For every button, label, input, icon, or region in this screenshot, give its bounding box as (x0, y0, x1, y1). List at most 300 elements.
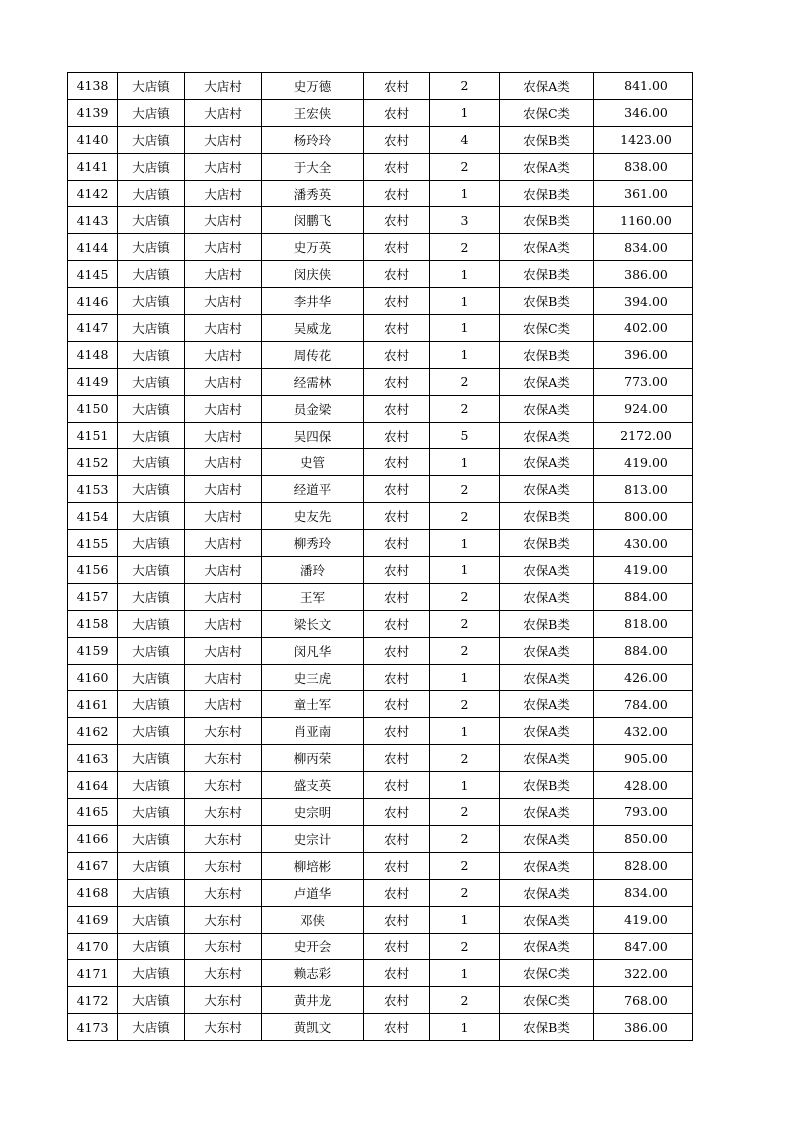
category-cell: 农保A类 (500, 745, 594, 772)
village-cell: 大店村 (185, 637, 262, 664)
row-number-cell: 4167 (68, 852, 118, 879)
town-cell: 大店镇 (118, 288, 185, 315)
person-name-cell: 员金梁 (262, 395, 364, 422)
person-name-cell: 史开会 (262, 933, 364, 960)
village-cell: 大店村 (185, 99, 262, 126)
household-type-cell: 农村 (364, 691, 430, 718)
amount-cell: 884.00 (594, 583, 693, 610)
member-count-cell: 2 (430, 583, 500, 610)
amount-cell: 905.00 (594, 745, 693, 772)
table-row (68, 1014, 693, 1041)
town-cell: 大店镇 (118, 1014, 185, 1041)
town-cell: 大店镇 (118, 207, 185, 234)
town-cell: 大店镇 (118, 557, 185, 584)
category-cell: 农保A类 (500, 73, 594, 100)
table-row (68, 315, 693, 342)
member-count-cell: 2 (430, 503, 500, 530)
town-cell: 大店镇 (118, 825, 185, 852)
category-cell: 农保A类 (500, 449, 594, 476)
household-type-cell: 农村 (364, 664, 430, 691)
household-type-cell: 农村 (364, 718, 430, 745)
household-type-cell: 农村 (364, 960, 430, 987)
table-row (68, 99, 693, 126)
person-name-cell: 闵庆侠 (262, 261, 364, 288)
member-count-cell: 5 (430, 422, 500, 449)
table-row (68, 879, 693, 906)
amount-cell: 428.00 (594, 772, 693, 799)
amount-cell: 784.00 (594, 691, 693, 718)
amount-cell: 828.00 (594, 852, 693, 879)
town-cell: 大店镇 (118, 799, 185, 826)
person-name-cell: 黄凯文 (262, 1014, 364, 1041)
household-type-cell: 农村 (364, 987, 430, 1014)
household-type-cell: 农村 (364, 1014, 430, 1041)
table-row (68, 933, 693, 960)
table-row (68, 503, 693, 530)
household-type-cell: 农村 (364, 906, 430, 933)
household-type-cell: 农村 (364, 368, 430, 395)
village-cell: 大东村 (185, 879, 262, 906)
amount-cell: 386.00 (594, 261, 693, 288)
village-cell: 大店村 (185, 207, 262, 234)
row-number-cell: 4153 (68, 476, 118, 503)
category-cell: 农保A类 (500, 368, 594, 395)
member-count-cell: 2 (430, 852, 500, 879)
household-type-cell: 农村 (364, 557, 430, 584)
amount-cell: 2172.00 (594, 422, 693, 449)
member-count-cell: 1 (430, 557, 500, 584)
household-type-cell: 农村 (364, 73, 430, 100)
person-name-cell: 史三虎 (262, 664, 364, 691)
category-cell: 农保B类 (500, 610, 594, 637)
household-type-cell: 农村 (364, 180, 430, 207)
household-type-cell: 农村 (364, 772, 430, 799)
member-count-cell: 2 (430, 476, 500, 503)
person-name-cell: 吴威龙 (262, 315, 364, 342)
category-cell: 农保B类 (500, 772, 594, 799)
town-cell: 大店镇 (118, 422, 185, 449)
row-number-cell: 4161 (68, 691, 118, 718)
village-cell: 大店村 (185, 261, 262, 288)
town-cell: 大店镇 (118, 960, 185, 987)
person-name-cell: 梁长文 (262, 610, 364, 637)
row-number-cell: 4139 (68, 99, 118, 126)
row-number-cell: 4160 (68, 664, 118, 691)
person-name-cell: 杨玲玲 (262, 126, 364, 153)
amount-cell: 841.00 (594, 73, 693, 100)
table-row (68, 691, 693, 718)
household-type-cell: 农村 (364, 503, 430, 530)
table-row (68, 906, 693, 933)
table-row (68, 153, 693, 180)
table-row (68, 583, 693, 610)
town-cell: 大店镇 (118, 315, 185, 342)
town-cell: 大店镇 (118, 341, 185, 368)
table-row (68, 664, 693, 691)
member-count-cell: 1 (430, 261, 500, 288)
village-cell: 大店村 (185, 557, 262, 584)
household-type-cell: 农村 (364, 422, 430, 449)
row-number-cell: 4168 (68, 879, 118, 906)
table-body (68, 73, 693, 1041)
household-type-cell: 农村 (364, 261, 430, 288)
table-row (68, 368, 693, 395)
member-count-cell: 2 (430, 987, 500, 1014)
household-type-cell: 农村 (364, 610, 430, 637)
person-name-cell: 肖亚南 (262, 718, 364, 745)
household-type-cell: 农村 (364, 799, 430, 826)
category-cell: 农保A类 (500, 395, 594, 422)
person-name-cell: 王宏侠 (262, 99, 364, 126)
category-cell: 农保C类 (500, 987, 594, 1014)
table-row (68, 610, 693, 637)
person-name-cell: 吴四保 (262, 422, 364, 449)
town-cell: 大店镇 (118, 852, 185, 879)
row-number-cell: 4165 (68, 799, 118, 826)
village-cell: 大东村 (185, 960, 262, 987)
household-type-cell: 农村 (364, 126, 430, 153)
data-table (67, 72, 693, 1041)
village-cell: 大店村 (185, 315, 262, 342)
member-count-cell: 1 (430, 180, 500, 207)
village-cell: 大店村 (185, 180, 262, 207)
person-name-cell: 赖志彩 (262, 960, 364, 987)
person-name-cell: 史万英 (262, 234, 364, 261)
household-type-cell: 农村 (364, 583, 430, 610)
person-name-cell: 闵凡华 (262, 637, 364, 664)
table-row (68, 395, 693, 422)
town-cell: 大店镇 (118, 449, 185, 476)
row-number-cell: 4145 (68, 261, 118, 288)
village-cell: 大店村 (185, 368, 262, 395)
person-name-cell: 柳丙荣 (262, 745, 364, 772)
category-cell: 农保B类 (500, 207, 594, 234)
amount-cell: 361.00 (594, 180, 693, 207)
row-number-cell: 4147 (68, 315, 118, 342)
village-cell: 大店村 (185, 530, 262, 557)
town-cell: 大店镇 (118, 906, 185, 933)
row-number-cell: 4158 (68, 610, 118, 637)
village-cell: 大店村 (185, 583, 262, 610)
table-row (68, 772, 693, 799)
household-type-cell: 农村 (364, 99, 430, 126)
row-number-cell: 4169 (68, 906, 118, 933)
member-count-cell: 2 (430, 691, 500, 718)
amount-cell: 818.00 (594, 610, 693, 637)
town-cell: 大店镇 (118, 987, 185, 1014)
town-cell: 大店镇 (118, 476, 185, 503)
category-cell: 农保A类 (500, 583, 594, 610)
household-type-cell: 农村 (364, 852, 430, 879)
town-cell: 大店镇 (118, 879, 185, 906)
category-cell: 农保B类 (500, 126, 594, 153)
category-cell: 农保B类 (500, 1014, 594, 1041)
category-cell: 农保B类 (500, 341, 594, 368)
person-name-cell: 盛支英 (262, 772, 364, 799)
village-cell: 大店村 (185, 73, 262, 100)
row-number-cell: 4141 (68, 153, 118, 180)
table-row (68, 341, 693, 368)
row-number-cell: 4150 (68, 395, 118, 422)
table-row (68, 530, 693, 557)
row-number-cell: 4163 (68, 745, 118, 772)
town-cell: 大店镇 (118, 503, 185, 530)
amount-cell: 838.00 (594, 153, 693, 180)
category-cell: 农保A类 (500, 852, 594, 879)
row-number-cell: 4142 (68, 180, 118, 207)
town-cell: 大店镇 (118, 772, 185, 799)
household-type-cell: 农村 (364, 825, 430, 852)
household-type-cell: 农村 (364, 153, 430, 180)
category-cell: 农保A类 (500, 799, 594, 826)
category-cell: 农保B类 (500, 180, 594, 207)
table-row (68, 288, 693, 315)
member-count-cell: 2 (430, 368, 500, 395)
town-cell: 大店镇 (118, 583, 185, 610)
row-number-cell: 4149 (68, 368, 118, 395)
table-row (68, 180, 693, 207)
row-number-cell: 4170 (68, 933, 118, 960)
member-count-cell: 1 (430, 718, 500, 745)
row-number-cell: 4138 (68, 73, 118, 100)
amount-cell: 850.00 (594, 825, 693, 852)
person-name-cell: 潘秀英 (262, 180, 364, 207)
table-row (68, 73, 693, 100)
member-count-cell: 1 (430, 772, 500, 799)
household-type-cell: 农村 (364, 395, 430, 422)
table-row (68, 718, 693, 745)
row-number-cell: 4143 (68, 207, 118, 234)
amount-cell: 346.00 (594, 99, 693, 126)
town-cell: 大店镇 (118, 73, 185, 100)
member-count-cell: 3 (430, 207, 500, 234)
town-cell: 大店镇 (118, 234, 185, 261)
amount-cell: 386.00 (594, 1014, 693, 1041)
village-cell: 大店村 (185, 422, 262, 449)
table-row (68, 234, 693, 261)
village-cell: 大东村 (185, 745, 262, 772)
amount-cell: 924.00 (594, 395, 693, 422)
person-name-cell: 史万德 (262, 73, 364, 100)
person-name-cell: 黄井龙 (262, 987, 364, 1014)
village-cell: 大东村 (185, 987, 262, 1014)
person-name-cell: 童士军 (262, 691, 364, 718)
village-cell: 大店村 (185, 610, 262, 637)
town-cell: 大店镇 (118, 664, 185, 691)
amount-cell: 1160.00 (594, 207, 693, 234)
member-count-cell: 2 (430, 933, 500, 960)
row-number-cell: 4144 (68, 234, 118, 261)
amount-cell: 322.00 (594, 960, 693, 987)
household-type-cell: 农村 (364, 234, 430, 261)
category-cell: 农保A类 (500, 691, 594, 718)
town-cell: 大店镇 (118, 530, 185, 557)
category-cell: 农保A类 (500, 879, 594, 906)
row-number-cell: 4152 (68, 449, 118, 476)
amount-cell: 419.00 (594, 449, 693, 476)
category-cell: 农保A类 (500, 557, 594, 584)
amount-cell: 768.00 (594, 987, 693, 1014)
row-number-cell: 4148 (68, 341, 118, 368)
member-count-cell: 1 (430, 449, 500, 476)
amount-cell: 813.00 (594, 476, 693, 503)
row-number-cell: 4154 (68, 503, 118, 530)
village-cell: 大店村 (185, 126, 262, 153)
person-name-cell: 周传花 (262, 341, 364, 368)
member-count-cell: 2 (430, 610, 500, 637)
household-type-cell: 农村 (364, 449, 430, 476)
member-count-cell: 1 (430, 341, 500, 368)
table-row (68, 476, 693, 503)
row-number-cell: 4166 (68, 825, 118, 852)
table-row (68, 207, 693, 234)
row-number-cell: 4140 (68, 126, 118, 153)
town-cell: 大店镇 (118, 637, 185, 664)
table-row (68, 825, 693, 852)
table-row (68, 799, 693, 826)
member-count-cell: 2 (430, 637, 500, 664)
village-cell: 大店村 (185, 288, 262, 315)
member-count-cell: 2 (430, 395, 500, 422)
town-cell: 大店镇 (118, 691, 185, 718)
village-cell: 大店村 (185, 476, 262, 503)
town-cell: 大店镇 (118, 180, 185, 207)
amount-cell: 426.00 (594, 664, 693, 691)
table-row (68, 987, 693, 1014)
member-count-cell: 2 (430, 234, 500, 261)
village-cell: 大店村 (185, 449, 262, 476)
table-row (68, 637, 693, 664)
member-count-cell: 4 (430, 126, 500, 153)
person-name-cell: 邓侠 (262, 906, 364, 933)
category-cell: 农保A类 (500, 825, 594, 852)
village-cell: 大东村 (185, 933, 262, 960)
amount-cell: 402.00 (594, 315, 693, 342)
household-type-cell: 农村 (364, 341, 430, 368)
row-number-cell: 4172 (68, 987, 118, 1014)
person-name-cell: 于大全 (262, 153, 364, 180)
amount-cell: 834.00 (594, 234, 693, 261)
person-name-cell: 史宗计 (262, 825, 364, 852)
category-cell: 农保C类 (500, 99, 594, 126)
person-name-cell: 潘玲 (262, 557, 364, 584)
category-cell: 农保A类 (500, 234, 594, 261)
row-number-cell: 4159 (68, 637, 118, 664)
town-cell: 大店镇 (118, 153, 185, 180)
row-number-cell: 4162 (68, 718, 118, 745)
household-type-cell: 农村 (364, 745, 430, 772)
village-cell: 大店村 (185, 395, 262, 422)
row-number-cell: 4151 (68, 422, 118, 449)
member-count-cell: 2 (430, 825, 500, 852)
person-name-cell: 李井华 (262, 288, 364, 315)
row-number-cell: 4173 (68, 1014, 118, 1041)
person-name-cell: 史友先 (262, 503, 364, 530)
town-cell: 大店镇 (118, 610, 185, 637)
category-cell: 农保B类 (500, 261, 594, 288)
amount-cell: 419.00 (594, 906, 693, 933)
category-cell: 农保A类 (500, 933, 594, 960)
row-number-cell: 4164 (68, 772, 118, 799)
village-cell: 大东村 (185, 1014, 262, 1041)
member-count-cell: 2 (430, 153, 500, 180)
category-cell: 农保A类 (500, 422, 594, 449)
town-cell: 大店镇 (118, 126, 185, 153)
category-cell: 农保B类 (500, 530, 594, 557)
table-row (68, 449, 693, 476)
category-cell: 农保A类 (500, 153, 594, 180)
row-number-cell: 4157 (68, 583, 118, 610)
table-row (68, 960, 693, 987)
amount-cell: 800.00 (594, 503, 693, 530)
category-cell: 农保B类 (500, 503, 594, 530)
amount-cell: 1423.00 (594, 126, 693, 153)
town-cell: 大店镇 (118, 368, 185, 395)
amount-cell: 793.00 (594, 799, 693, 826)
category-cell: 农保B类 (500, 288, 594, 315)
household-type-cell: 农村 (364, 530, 430, 557)
member-count-cell: 1 (430, 315, 500, 342)
village-cell: 大店村 (185, 664, 262, 691)
village-cell: 大店村 (185, 341, 262, 368)
member-count-cell: 1 (430, 960, 500, 987)
table-row (68, 422, 693, 449)
category-cell: 农保A类 (500, 718, 594, 745)
member-count-cell: 2 (430, 799, 500, 826)
table-row (68, 261, 693, 288)
table-row (68, 126, 693, 153)
person-name-cell: 卢道华 (262, 879, 364, 906)
town-cell: 大店镇 (118, 933, 185, 960)
household-type-cell: 农村 (364, 207, 430, 234)
town-cell: 大店镇 (118, 745, 185, 772)
person-name-cell: 柳培彬 (262, 852, 364, 879)
household-type-cell: 农村 (364, 288, 430, 315)
amount-cell: 394.00 (594, 288, 693, 315)
town-cell: 大店镇 (118, 718, 185, 745)
member-count-cell: 2 (430, 73, 500, 100)
village-cell: 大店村 (185, 153, 262, 180)
table-row (68, 557, 693, 584)
village-cell: 大东村 (185, 825, 262, 852)
household-type-cell: 农村 (364, 933, 430, 960)
member-count-cell: 1 (430, 664, 500, 691)
person-name-cell: 闵鹏飞 (262, 207, 364, 234)
village-cell: 大店村 (185, 234, 262, 261)
person-name-cell: 经道平 (262, 476, 364, 503)
amount-cell: 884.00 (594, 637, 693, 664)
town-cell: 大店镇 (118, 99, 185, 126)
category-cell: 农保A类 (500, 906, 594, 933)
category-cell: 农保C类 (500, 315, 594, 342)
member-count-cell: 1 (430, 530, 500, 557)
member-count-cell: 1 (430, 1014, 500, 1041)
person-name-cell: 经需林 (262, 368, 364, 395)
category-cell: 农保A类 (500, 476, 594, 503)
amount-cell: 396.00 (594, 341, 693, 368)
village-cell: 大东村 (185, 852, 262, 879)
village-cell: 大东村 (185, 799, 262, 826)
village-cell: 大东村 (185, 718, 262, 745)
household-type-cell: 农村 (364, 315, 430, 342)
row-number-cell: 4171 (68, 960, 118, 987)
village-cell: 大店村 (185, 691, 262, 718)
member-count-cell: 1 (430, 906, 500, 933)
household-type-cell: 农村 (364, 637, 430, 664)
person-name-cell: 王军 (262, 583, 364, 610)
amount-cell: 430.00 (594, 530, 693, 557)
person-name-cell: 史宗明 (262, 799, 364, 826)
